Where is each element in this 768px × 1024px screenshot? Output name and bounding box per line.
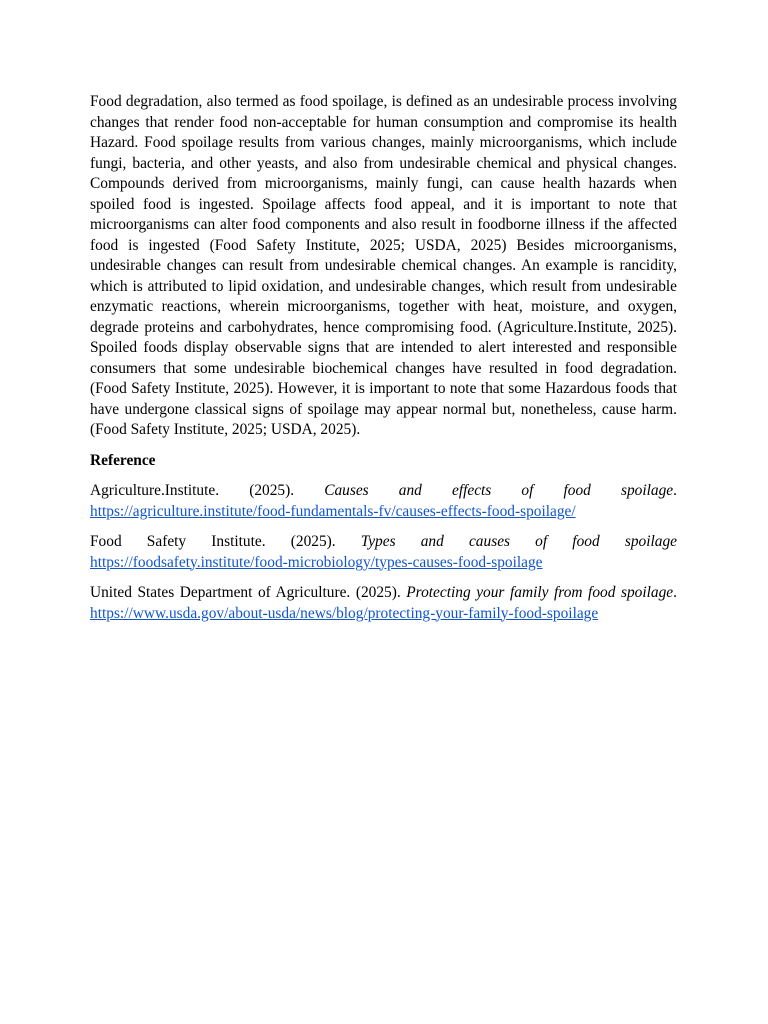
body-paragraph: Food degradation, also termed as food spoilage, is defined as an undesirable process involving changes that render food non-acceptable for human consumption and compromise its health Hazard. Food spoilage results from various changes, mainly microorganisms, which include fungi, bacteria, and other yeasts, and also from undesirable chemical and physical changes. Compounds derived from microorganisms, mainly fungi, can cause health hazards when spoiled food is ingested. Spoilage affects food appeal, and it is important to note that microorganisms can alter food components and also result in foodborne illness if the affected food is ingested (Food Safety Institute, 2025; USDA, 2025) Besides microorganisms, undesirable changes can result from undesirable chemical changes. An example is rancidity, which is attributed to lipid oxidation, and undesirable changes, which result from undesirable enzymatic reactions, wherein microorganisms, together with heat, moisture, and oxygen, degrade proteins and carbohydrates, hence compromising food. (Agriculture.Institute, 2025). Spoiled foods display observable signs that are intended to alert interested and responsible consumers that some undesirable biochemical changes have resulted in food degradation. (Food Safety Institute, 2025). However, it is important to note that some Hazardous foods that have undergone classical signs of spoilage may appear normal but, nonetheless, cause harm. (Food Safety Institute, 2025; USDA, 2025).: [90, 93, 677, 438]
reference-author-year: United States Department of Agriculture. (2025).: [90, 584, 407, 601]
reference-link[interactable]: https://www.usda.gov/about-usda/news/blog/protecting-your-family-food-spoilage: [90, 604, 599, 622]
reference-link[interactable]: https://agriculture.institute/food-fundamentals-fv/causes-effects-food-spoilage/: [90, 502, 576, 520]
reference-entry-usda: [90, 583, 677, 624]
reference-punctuation: .: [673, 482, 678, 499]
reference-entry-food-safety-institute: [90, 532, 677, 573]
reference-author-year: Food Safety Institute. (2025).: [90, 533, 361, 550]
reference-title: Causes and effects of food spoilage: [324, 482, 674, 499]
reference-heading: Reference: [90, 451, 156, 469]
reference-author-year: Agriculture.Institute. (2025).: [90, 482, 325, 499]
reference-link[interactable]: https://foodsafety.institute/food-microbiology/types-causes-food-spoilage: [90, 553, 543, 571]
reference-punctuation: .: [673, 584, 677, 601]
reference-entry-agriculture-institute: [90, 481, 677, 522]
document-page: [90, 92, 677, 624]
reference-title: Types and causes of food spoilage: [360, 533, 677, 550]
reference-title: Protecting your family from food spoilage: [406, 584, 674, 601]
